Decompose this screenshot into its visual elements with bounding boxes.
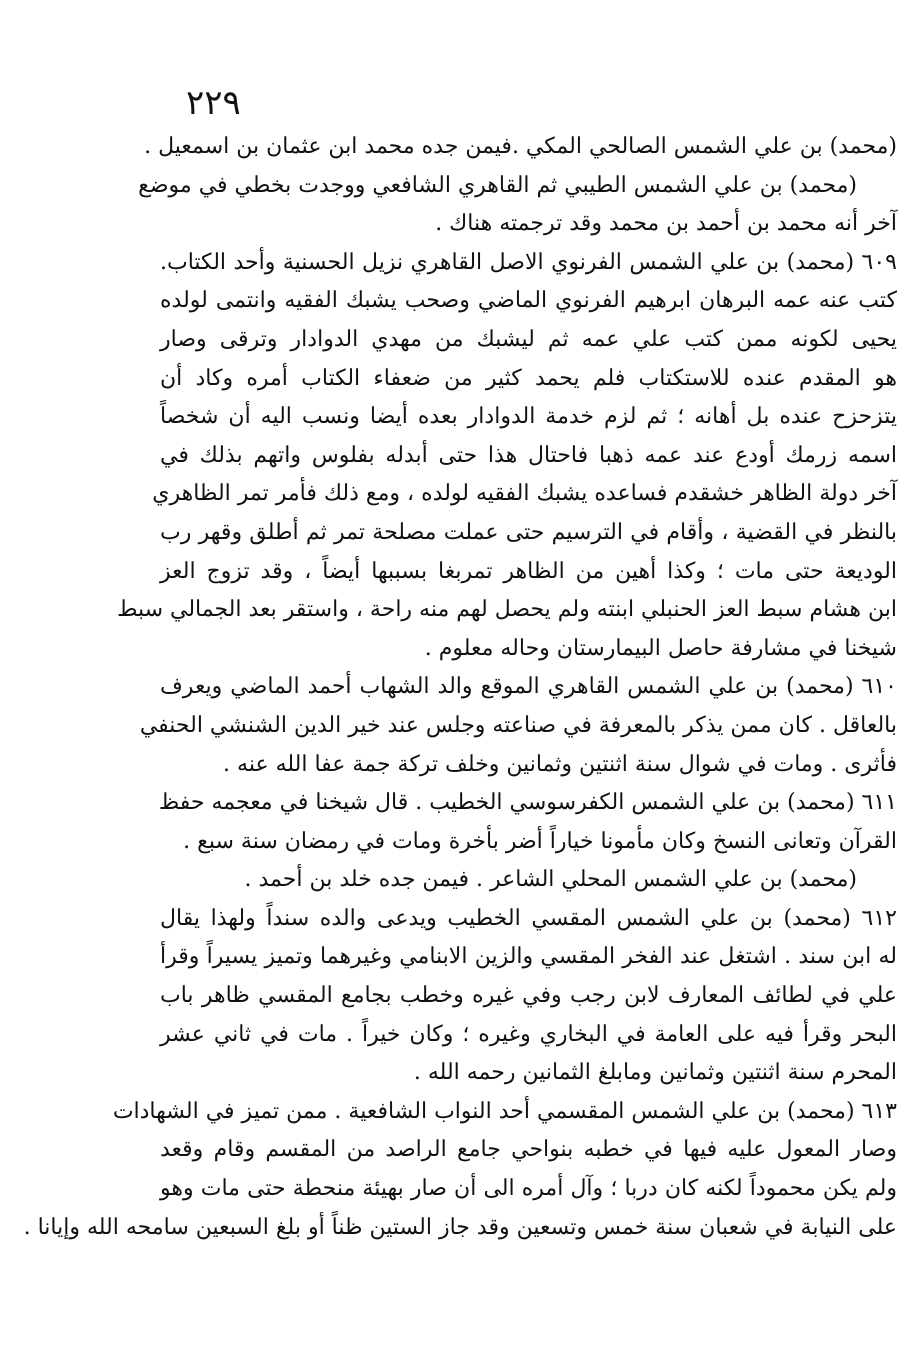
text-line: الوديعة حتى مات ؛ وكذا أهين من الظاهر تمربغا بسببها أيضاً ، وقد تزوج العز (160, 558, 897, 584)
text-block (23, 128, 898, 1247)
text-line: هو المقدم عنده للاستكتاب فلم يحمد كثير من ضعفاء الكتاب أمره وكاد أن (160, 365, 897, 391)
text-line: المحرم سنة اثنتين وثمانين ومابلغ الثمانين رحمه الله . (413, 1060, 897, 1086)
text-line: اسمه زرمك أودع عند عمه ذهبا فاحتال هذا حتى أبدله بفلوس واتهم بذلك في (160, 442, 898, 468)
text-line: بالنظر في القضية ، وأقام في الترسيم حتى عملت مصلحة تمر ثم أطلق وقهر رب (160, 519, 897, 545)
text-line: يتزحزح عنده بل أهانه ؛ ثم لزم خدمة الدوادار بعده أيضا ونسب اليه أن شخصاً (160, 404, 897, 430)
text-line: على النيابة في شعبان سنة خمس وتسعين وقد جاز الستين ظناً أو بلغ السبعين سامحه الله وإيانا . (23, 1214, 897, 1240)
text-line: (محمد) بن علي الشمس الطيبي ثم القاهري الشافعي ووجدت بخطي في موضع (138, 172, 857, 198)
page-number: ٢٢٩ (186, 83, 241, 123)
text-line: القرآن وتعانى النسخ وكان مأمونا خياراً أضر بأخرة ومات في رمضان سنة سبع . (183, 828, 897, 854)
text-line: علي في لطائف المعارف لابن رجب وفي غيره وخطب بجامع المقسي ظاهر باب (160, 983, 897, 1009)
text-line: البحر وقرأ فيه على العامة في البخاري وغيره ؛ وكان خيراً . مات في ثاني عشر (160, 1021, 897, 1047)
text-line: ٦٠٩ (محمد) بن علي الشمس الفرنوي الاصل القاهري نزيل الحسنية وأحد الكتاب. (160, 249, 897, 275)
text-line: وصار المعول عليه فيها في خطبه بنواحي جامع الراصد من المقسم وقام وقعد (160, 1137, 897, 1163)
text-line: له ابن سند . اشتغل عند الفخر المقسي والزين الابنامي وغيرهما وتميز يسيراً وقرأ (160, 944, 897, 970)
text-line: آخر أنه محمد بن أحمد بن محمد وقد ترجمته هناك . (435, 211, 897, 237)
text-line: يحيى لكونه ممن كتب علي عمه ثم ليشبك من مهدي الدوادار وترقى وصار (160, 326, 897, 352)
text-line: فأثرى . ومات في شوال سنة اثنتين وثمانين وخلف تركة جمة عفا الله عنه . (223, 751, 897, 777)
text-line: (محمد) بن علي الشمس الصالحي المكي .فيمن جده محمد ابن عثمان بن اسمعيل . (144, 134, 897, 159)
text-line: كتب عنه عمه البرهان ابرهيم الفرنوي الماضي وصحب يشبك الفقيه وانتمى لولده (160, 288, 897, 314)
text-line: ٦١١ (محمد) بن علي الشمس الكفرسوسي الخطيب . قال شيخنا في معجمه حفظ (158, 790, 897, 816)
text-line: ٦١٣ (محمد) بن علي الشمس المقسمي أحد النواب الشافعية . ممن تميز في الشهادات (112, 1098, 897, 1124)
text-line: ٦١٢ (محمد) بن علي الشمس المقسي الخطيب ويدعى والده سنداً ولهذا يقال (160, 905, 897, 931)
text-line: ولم يكن محموداً لكنه كان دربا ؛ وآل أمره الى أن صار بهيئة منحطة حتى مات وهو (160, 1176, 897, 1202)
text-line: بالعاقل . كان ممن يذكر بالمعرفة في صناعته وجلس عند خير الدين الشنشي الحنفي (139, 712, 897, 738)
text-line: ابن هشام سبط العز الحنبلي ابنته ولم يحصل لهم منه راحة ، واستقر بعد الجمالي سبط (117, 597, 897, 623)
text-line: ٦١٠ (محمد) بن علي الشمس القاهري الموقع والد الشهاب أحمد الماضي ويعرف (160, 674, 897, 700)
text-line: (محمد) بن علي الشمس المحلي الشاعر . فيمن جده خلد بن أحمد . (244, 867, 857, 893)
text-line: شيخنا في مشارفة حاصل البيمارستان وحاله معلوم . (424, 635, 897, 661)
text-line: آخر دولة الظاهر خشقدم فساعده يشبك الفقيه لولده ، ومع ذلك فأمر تمر الظاهري (152, 481, 897, 507)
